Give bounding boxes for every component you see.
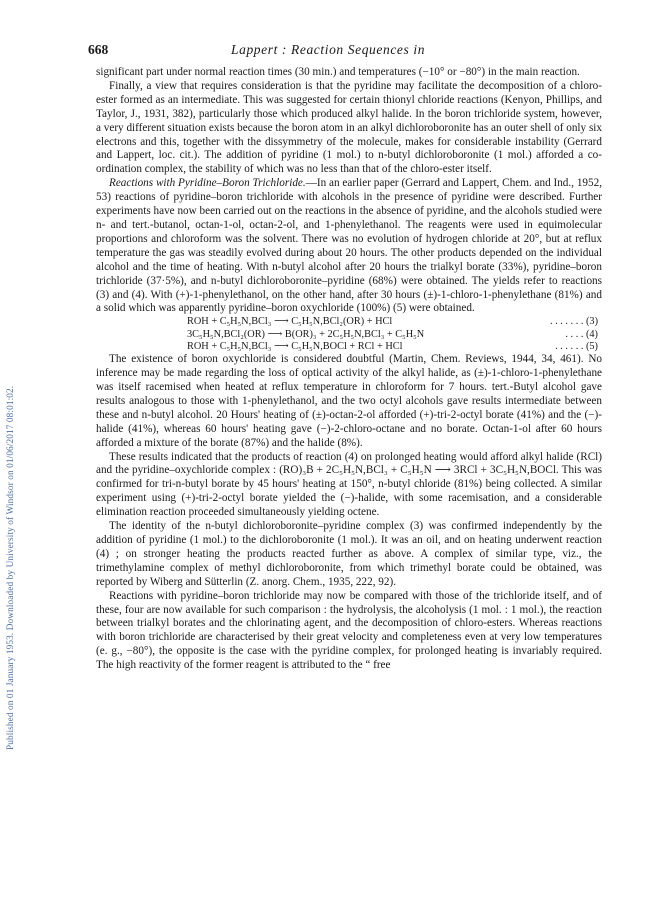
running-title: Lappert : Reaction Sequences in <box>231 42 426 57</box>
provenance-sidebar <box>6 95 20 895</box>
paragraph-3 <box>96 177 602 316</box>
page-number: 668 <box>88 42 109 57</box>
paragraph-5: These results indicated that the products of reaction (4) on prolonged heating would afford alkyl halide (RCl) and the pyridine–oxychloride complex : (RO)₃B + 2C₅H₅N,BCl₃ + C₅H₅N ⟶ 3RCl + 3C₅H₅N,BOCl. This was confirmed for tri-n-butyl borate by 45 hours' heating at 150°, n-butyl chloride (81%) being collected. A similar experiment using (+)-tri-2-octyl borate yielded the (−)-halide, with some racemisation, and a considerable elimination reaction proceeded simultaneously yielding octene. <box>96 450 602 519</box>
equation-number: . . . . (4) <box>565 328 598 340</box>
equation-number: . . . . . . (5) <box>555 340 598 352</box>
provenance-text: Published on 01 January 1953. Downloaded by University of Windsor on 01/06/2017 08:01:02. <box>6 385 16 750</box>
paragraph-3-text: —In an earlier paper (Gerrard and Lappert, Chem. and Ind., 1952, 53) reactions of pyridine–boron trichloride with alcohols in the presence of pyridine were described. Further experiments have now been carried out on the reactions in the absence of pyridine, and the alcohols studied were n- and tert.-butanol, octan-1-ol, octan-2-ol, and 1-phenylethanol. The reagents were used in equimolecular proportions and chloroform was the solvent. There was no evolution of hydrogen chloride at 20°, but at reflux temperature the gas was steadily evolved during about 20 hours. The other products depended on the individual alcohol and the time of heating. With n-butyl alcohol after 20 hours the trialkyl borate (33%), pyridine–boron trichloride (37·5%), and n-butyl dichloroboronite–pyridine (68%) were obtained. The yields refer to reactions (3) and (4). With (+)-1-phenylethanol, on the other hand, after 30 hours (±)-1-chloro-1-phenylethane (81%) and a solid which was apparently pyridine–boron oxychloride (100%) (5) were obtained. <box>96 177 602 315</box>
paragraph-7: Reactions with pyridine–boron trichloride may now be compared with those of the trichloride itself, and of these, four are now available for such comparison : the hydrolysis, the alcoholysis (1 mol. : 1 mol.), the reaction between trialkyl borates and the chlorinating agent, and the decomposition of chloro-esters. Whereas reactions with boron trichloride are characterised by their great velocity and completeness even at very low temperatures (e. g., −80°), the opposite is the case with the pyridine complex, for prolonged heating is invariably required. The high reactivity of the former reagent is attributed to the “ free <box>96 589 602 672</box>
equation-4 <box>96 329 602 341</box>
paragraph-4: The existence of boron oxychloride is considered doubtful (Martin, Chem. Reviews, 1944, 34, 461). No inference may be made regarding the loss of optical activity of the alkyl halide, as (±)-1-chloro-1-phenylethane was itself racemised when heated at reflux temperature in chloroform for 7 hours. tert.-Butyl alcohol gave results analogous to those with 1-phenylethanol, and the two octyl alcohols gave results intermediate between these and n-butyl alcohol. 20 Hours' heating of (±)-octan-2-ol afforded (+)-tri-2-octyl borate (41%) and the (−)-halide (41%), whereas 60 hours' heating gave (−)-2-chloro-octane and no borate. Octan-1-ol after 60 hours afforded a mixture of the borate (87%) and the halide (8%). <box>96 353 602 449</box>
equation-formula: ROH + C₅H₅N,BCl₃ ⟶ C₅H₅N,BCl₂(OR) + HCl <box>187 316 393 328</box>
equation-number: . . . . . . . (3) <box>549 316 598 328</box>
equation-block <box>96 316 602 353</box>
section-heading: Reactions with Pyridine–Boron Trichloride. <box>109 177 306 190</box>
equation-formula: 3C₅H₅N,BCl₂(OR) ⟶ B(OR)₃ + 2C₅H₅N,BCl₃ + C₅H₅N <box>187 328 425 340</box>
journal-page <box>88 42 602 673</box>
equation-3 <box>96 316 602 328</box>
article-body <box>96 66 602 673</box>
paragraph-2: Finally, a view that requires consideration is that the pyridine may facilitate the decomposition of a chloro-ester formed as an intermediate. This was suggested for certain thionyl chloride reactions (Kenyon, Phillips, and Taylor, J., 1931, 382), particularly those which produced alkyl halide. In the boron trichloride system, however, a very different situation exists because the boron atom in an alkyl dichloroboronite has an outer shell of only six electrons and this, together with the dissymmetry of the molecule, makes for considerable instability (Gerrard and Lappert, loc. cit.). The addition of pyridine (1 mol.) to n-butyl dichloroboronite (1 mol.) afforded a co-ordination complex, the stability of which was no less than that of the chloro-ester itself. <box>96 79 602 176</box>
paragraph-1: significant part under normal reaction times (30 min.) and temperatures (−10° or −80°) in the main reaction. <box>96 66 580 78</box>
equation-5 <box>96 341 602 353</box>
paragraph-6: The identity of the n-butyl dichloroboronite–pyridine complex (3) was confirmed independently by the addition of pyridine (1 mol.) to the dichloroboronite (1 mol.). It was an oil, and on heating underwent reaction (4) ; on stronger heating the products reacted further as above. A complex of similar type, viz., the trimethylamine complex of methyl dichloroboronite, from which trimethyl borate could be obtained, was reported by Wiberg and Sütterlin (Z. anorg. Chem., 1935, 222, 92). <box>96 520 602 588</box>
running-header <box>88 42 602 62</box>
equation-formula: ROH + C₅H₅N,BCl₃ ⟶ C₅H₅N,BOCl + RCl + HCl <box>187 340 403 352</box>
